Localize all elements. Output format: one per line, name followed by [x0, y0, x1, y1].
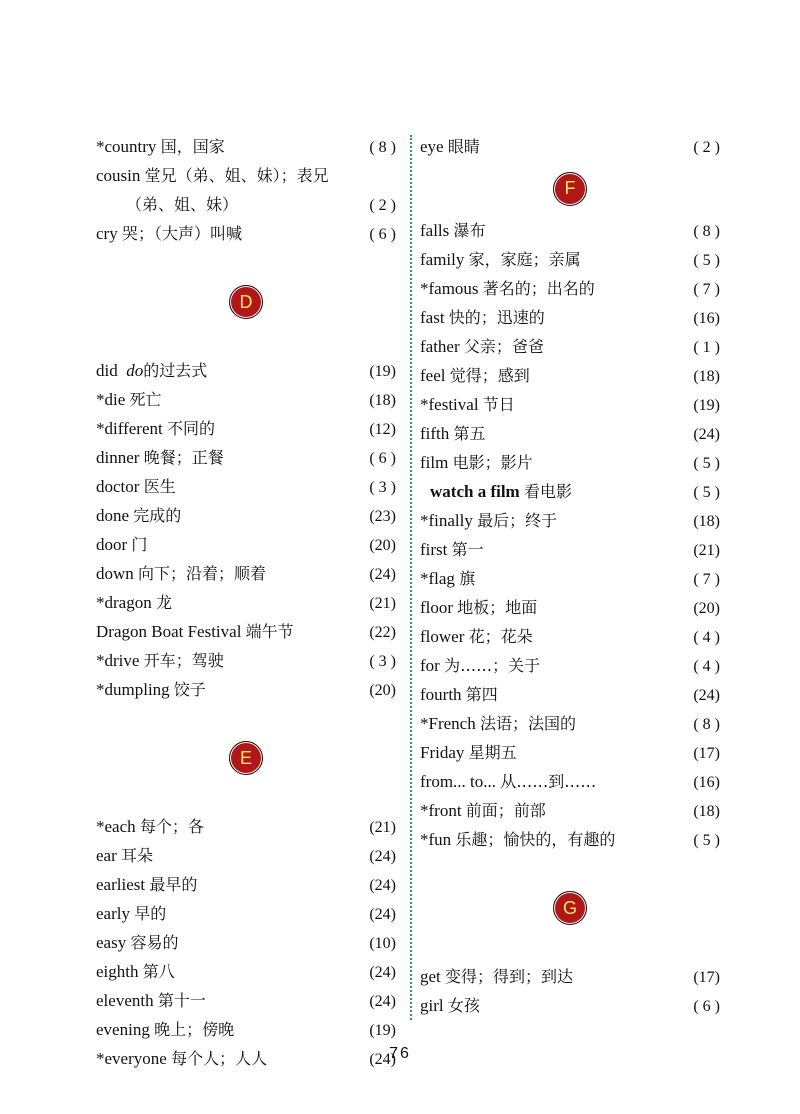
entry-meaning: 从……到…… — [500, 772, 597, 791]
entry-cousin-continued — [96, 190, 396, 219]
entry-meaning: 最后；终于 — [477, 511, 558, 530]
section-f-entries — [420, 216, 720, 854]
entry-word: door — [96, 535, 128, 554]
entry-meaning: 第十一 — [157, 991, 206, 1010]
entry-eighth — [96, 957, 396, 986]
entry-meaning: 耳朵 — [121, 846, 154, 865]
entry-finally — [420, 506, 720, 535]
entry-word: dinner — [96, 448, 140, 467]
entry-family — [420, 245, 720, 274]
entry-word: *festival — [420, 395, 479, 414]
section-d-entries — [96, 356, 396, 704]
entry-word: first — [420, 540, 448, 559]
entry-festival — [420, 390, 720, 419]
entry-unit: ( 8 ) — [369, 139, 396, 156]
entry-unit: (24) — [369, 877, 396, 894]
entry-unit: (24) — [369, 566, 396, 583]
entry-word: *flag — [420, 569, 455, 588]
entry-word: get — [420, 967, 441, 986]
entry-unit: ( 8 ) — [693, 716, 720, 733]
entry-meaning: 不同的 — [166, 419, 215, 438]
entry-word: ear — [96, 846, 117, 865]
entry-unit: ( 7 ) — [693, 281, 720, 298]
entry-unit: (17) — [693, 969, 720, 986]
entry-word: *country — [96, 137, 157, 156]
entry-meaning: 晚上；傍晚 — [154, 1020, 235, 1039]
entry-word: flower — [420, 627, 465, 646]
entry-meaning: 法语；法国的 — [479, 714, 576, 733]
entry-meaning: 第一 — [451, 540, 484, 559]
entry-cry — [96, 219, 396, 248]
entry-unit: (12) — [369, 421, 396, 438]
entry-word: father — [420, 337, 460, 356]
entry-word: earliest — [96, 875, 146, 894]
entry-meaning: 女孩 — [447, 996, 480, 1015]
entry-meaning: 完成的 — [133, 506, 182, 525]
entry-unit: ( 5 ) — [693, 252, 720, 269]
entry-unit: ( 2 ) — [369, 197, 396, 214]
entry-meaning: 医生 — [143, 477, 176, 496]
entry-meaning: 旗 — [459, 569, 476, 588]
entry-phrase: watch a film — [430, 482, 520, 501]
section-f-header — [420, 161, 720, 216]
entry-word: fast — [420, 308, 445, 327]
entry-meaning: 向下；沿着；顺着 — [138, 564, 267, 583]
entry-unit: (24) — [693, 687, 720, 704]
entry-unit: (19) — [693, 397, 720, 414]
entry-unit: (24) — [369, 848, 396, 865]
entry-word: Friday — [420, 743, 465, 762]
entry-unit: ( 6 ) — [369, 450, 396, 467]
entry-meaning: 父亲；爸爸 — [463, 337, 544, 356]
entry-fast — [420, 303, 720, 332]
entry-meaning: 门 — [131, 535, 148, 554]
entry-unit: ( 6 ) — [369, 226, 396, 243]
entry-word: *dragon — [96, 593, 152, 612]
entry-word: did — [96, 361, 118, 380]
entry-fifth — [420, 419, 720, 448]
entry-word: from... to... — [420, 772, 497, 791]
entry-meaning: 国，国家 — [160, 137, 225, 156]
entry-floor — [420, 593, 720, 622]
entry-word: *front — [420, 801, 462, 820]
entry-french — [420, 709, 720, 738]
entry-from-to — [420, 767, 720, 796]
page-number: 76 — [389, 1045, 411, 1062]
entry-easy — [96, 928, 396, 957]
entry-word: doctor — [96, 477, 140, 496]
entry-meaning: 的过去式 — [143, 361, 208, 380]
entry-eleventh — [96, 986, 396, 1015]
letter-badge-d: D — [229, 285, 263, 319]
entry-unit: (24) — [693, 426, 720, 443]
entry-meaning: 早的 — [134, 904, 167, 923]
entry-unit: ( 4 ) — [693, 629, 720, 646]
entry-flag — [420, 564, 720, 593]
entry-word: evening — [96, 1020, 150, 1039]
entry-die — [96, 385, 396, 414]
entry-word: *different — [96, 419, 163, 438]
entry-unit: ( 5 ) — [693, 832, 720, 849]
entry-meaning: 第五 — [453, 424, 486, 443]
entry-word: *French — [420, 714, 476, 733]
entry-eye — [420, 132, 720, 161]
entry-evening — [96, 1015, 396, 1044]
entry-word: girl — [420, 996, 444, 1015]
entry-unit: (21) — [369, 595, 396, 612]
entry-unit: (18) — [693, 368, 720, 385]
entry-unit: (18) — [369, 392, 396, 409]
entry-friday — [420, 738, 720, 767]
entry-meaning: 最早的 — [149, 875, 198, 894]
entry-meaning: 星期五 — [468, 743, 517, 762]
section-g-entries — [420, 962, 720, 1020]
entry-word: fourth — [420, 685, 462, 704]
entry-unit: ( 2 ) — [693, 139, 720, 156]
entry-unit: (19) — [369, 363, 396, 380]
entry-word: down — [96, 564, 134, 583]
entry-dinner — [96, 443, 396, 472]
entry-word: eighth — [96, 962, 139, 981]
entry-meaning: 眼睛 — [447, 137, 480, 156]
entry-unit: ( 4 ) — [693, 658, 720, 675]
entry-fourth — [420, 680, 720, 709]
entry-meaning: 节日 — [482, 395, 515, 414]
entry-word: family — [420, 250, 465, 269]
entry-word: *everyone — [96, 1049, 167, 1068]
entry-word: for — [420, 656, 440, 675]
entry-word: done — [96, 506, 130, 525]
entry-unit: (24) — [369, 964, 396, 981]
entry-meaning: 地板；地面 — [457, 598, 538, 617]
entry-word: early — [96, 904, 130, 923]
entry-word: cousin — [96, 166, 141, 185]
entry-film — [420, 448, 720, 477]
entry-unit: (21) — [693, 542, 720, 559]
entry-word: cry — [96, 224, 118, 243]
entry-unit: ( 3 ) — [369, 653, 396, 670]
entry-did — [96, 356, 396, 385]
entry-down — [96, 559, 396, 588]
entry-word: fifth — [420, 424, 450, 443]
entry-country — [96, 132, 396, 161]
entry-fun — [420, 825, 720, 854]
entry-unit: (16) — [693, 774, 720, 791]
entry-meaning: 家，家庭；亲属 — [468, 250, 581, 269]
entry-feel — [420, 361, 720, 390]
entry-dragon — [96, 588, 396, 617]
entry-meaning: 堂兄（弟、姐、妹）；表兄 — [144, 166, 329, 185]
entry-word: *die — [96, 390, 126, 409]
entry-word: floor — [420, 598, 454, 617]
entry-meaning: 龙 — [155, 593, 172, 612]
entry-meaning: 端午节 — [245, 622, 294, 641]
entry-different — [96, 414, 396, 443]
entry-famous — [420, 274, 720, 303]
entry-unit: (10) — [369, 935, 396, 952]
entry-meaning: 看电影 — [523, 482, 572, 501]
entry-each — [96, 812, 396, 841]
entry-unit: ( 7 ) — [693, 571, 720, 588]
right-column — [420, 132, 720, 1020]
entry-unit: (23) — [369, 508, 396, 525]
letter-badge-e: E — [229, 741, 263, 775]
entry-unit: (24) — [369, 906, 396, 923]
entry-watch-a-film — [420, 477, 720, 506]
entry-word: Dragon Boat Festival — [96, 622, 242, 641]
entry-girl — [420, 991, 720, 1020]
entry-early — [96, 899, 396, 928]
entry-get — [420, 962, 720, 991]
entry-word: *fun — [420, 830, 452, 849]
entry-unit: ( 8 ) — [693, 223, 720, 240]
entry-word: feel — [420, 366, 446, 385]
section-d-header — [96, 248, 396, 356]
entry-unit: ( 1 ) — [693, 339, 720, 356]
entry-unit: ( 3 ) — [369, 479, 396, 496]
entry-unit: (22) — [369, 624, 396, 641]
entry-done — [96, 501, 396, 530]
section-g-header — [420, 854, 720, 962]
entry-meaning: 为……；关于 — [444, 656, 541, 675]
entry-unit: ( 6 ) — [693, 998, 720, 1015]
entry-meaning: 觉得；感到 — [449, 366, 530, 385]
entry-meaning: 晚餐；正餐 — [143, 448, 224, 467]
entry-unit: (17) — [693, 745, 720, 762]
letter-badge-f: F — [553, 172, 587, 206]
entry-word-italic: do — [126, 361, 144, 380]
section-e-entries — [96, 812, 396, 1073]
entry-doctor — [96, 472, 396, 501]
entry-meaning: 变得；得到；到达 — [445, 967, 574, 986]
entry-meaning: 电影；影片 — [452, 453, 533, 472]
entry-meaning: 花；花朵 — [468, 627, 533, 646]
entry-father — [420, 332, 720, 361]
entry-cousin — [96, 161, 396, 190]
entry-word: *famous — [420, 279, 479, 298]
entry-unit: ( 5 ) — [693, 484, 720, 501]
entry-flower — [420, 622, 720, 651]
entry-drive — [96, 646, 396, 675]
entry-meaning: 第四 — [465, 685, 498, 704]
column-divider — [410, 135, 412, 1020]
entry-meaning: 哭；（大声）叫喊 — [121, 224, 242, 243]
entry-word: *dumpling — [96, 680, 170, 699]
entry-falls — [420, 216, 720, 245]
entry-for — [420, 651, 720, 680]
entry-unit: (16) — [693, 310, 720, 327]
entry-meaning: 每个；各 — [139, 817, 204, 836]
entry-word: falls — [420, 221, 450, 240]
entry-front — [420, 796, 720, 825]
entry-meaning: （弟、姐、妹） — [126, 195, 239, 214]
entry-word: *finally — [420, 511, 473, 530]
entry-meaning: 每个人；人人 — [171, 1049, 268, 1068]
entry-unit: (24) — [369, 993, 396, 1010]
entry-unit: (20) — [693, 600, 720, 617]
entry-word: eye — [420, 137, 444, 156]
entry-earliest — [96, 870, 396, 899]
entry-unit: (18) — [693, 803, 720, 820]
entry-first — [420, 535, 720, 564]
entry-word: *drive — [96, 651, 140, 670]
entry-meaning: 容易的 — [130, 933, 179, 952]
entry-unit: (19) — [369, 1022, 396, 1039]
entry-ear — [96, 841, 396, 870]
entry-dragon-boat-festival — [96, 617, 396, 646]
entry-meaning: 瀑布 — [453, 221, 486, 240]
entry-meaning: 前面；前部 — [465, 801, 546, 820]
entry-unit: (20) — [369, 537, 396, 554]
entry-meaning: 饺子 — [173, 680, 206, 699]
entry-word: eleventh — [96, 991, 154, 1010]
entry-word: easy — [96, 933, 127, 952]
entry-meaning: 第八 — [142, 962, 175, 981]
entry-unit: (18) — [693, 513, 720, 530]
entry-meaning: 死亡 — [129, 390, 162, 409]
section-e-header — [96, 704, 396, 812]
entry-meaning: 快的；迅速的 — [448, 308, 545, 327]
entry-meaning: 开车；驾驶 — [143, 651, 224, 670]
entry-door — [96, 530, 396, 559]
entry-word: *each — [96, 817, 136, 836]
entry-unit: (21) — [369, 819, 396, 836]
entry-unit: (20) — [369, 682, 396, 699]
entry-unit: ( 5 ) — [693, 455, 720, 472]
entry-unit: (24) — [369, 1051, 396, 1068]
entry-dumpling — [96, 675, 396, 704]
left-column — [96, 132, 396, 1073]
entry-meaning: 乐趣；愉快的，有趣的 — [455, 830, 616, 849]
entry-meaning: 著名的；出名的 — [482, 279, 595, 298]
entry-word: film — [420, 453, 449, 472]
letter-badge-g: G — [553, 891, 587, 925]
